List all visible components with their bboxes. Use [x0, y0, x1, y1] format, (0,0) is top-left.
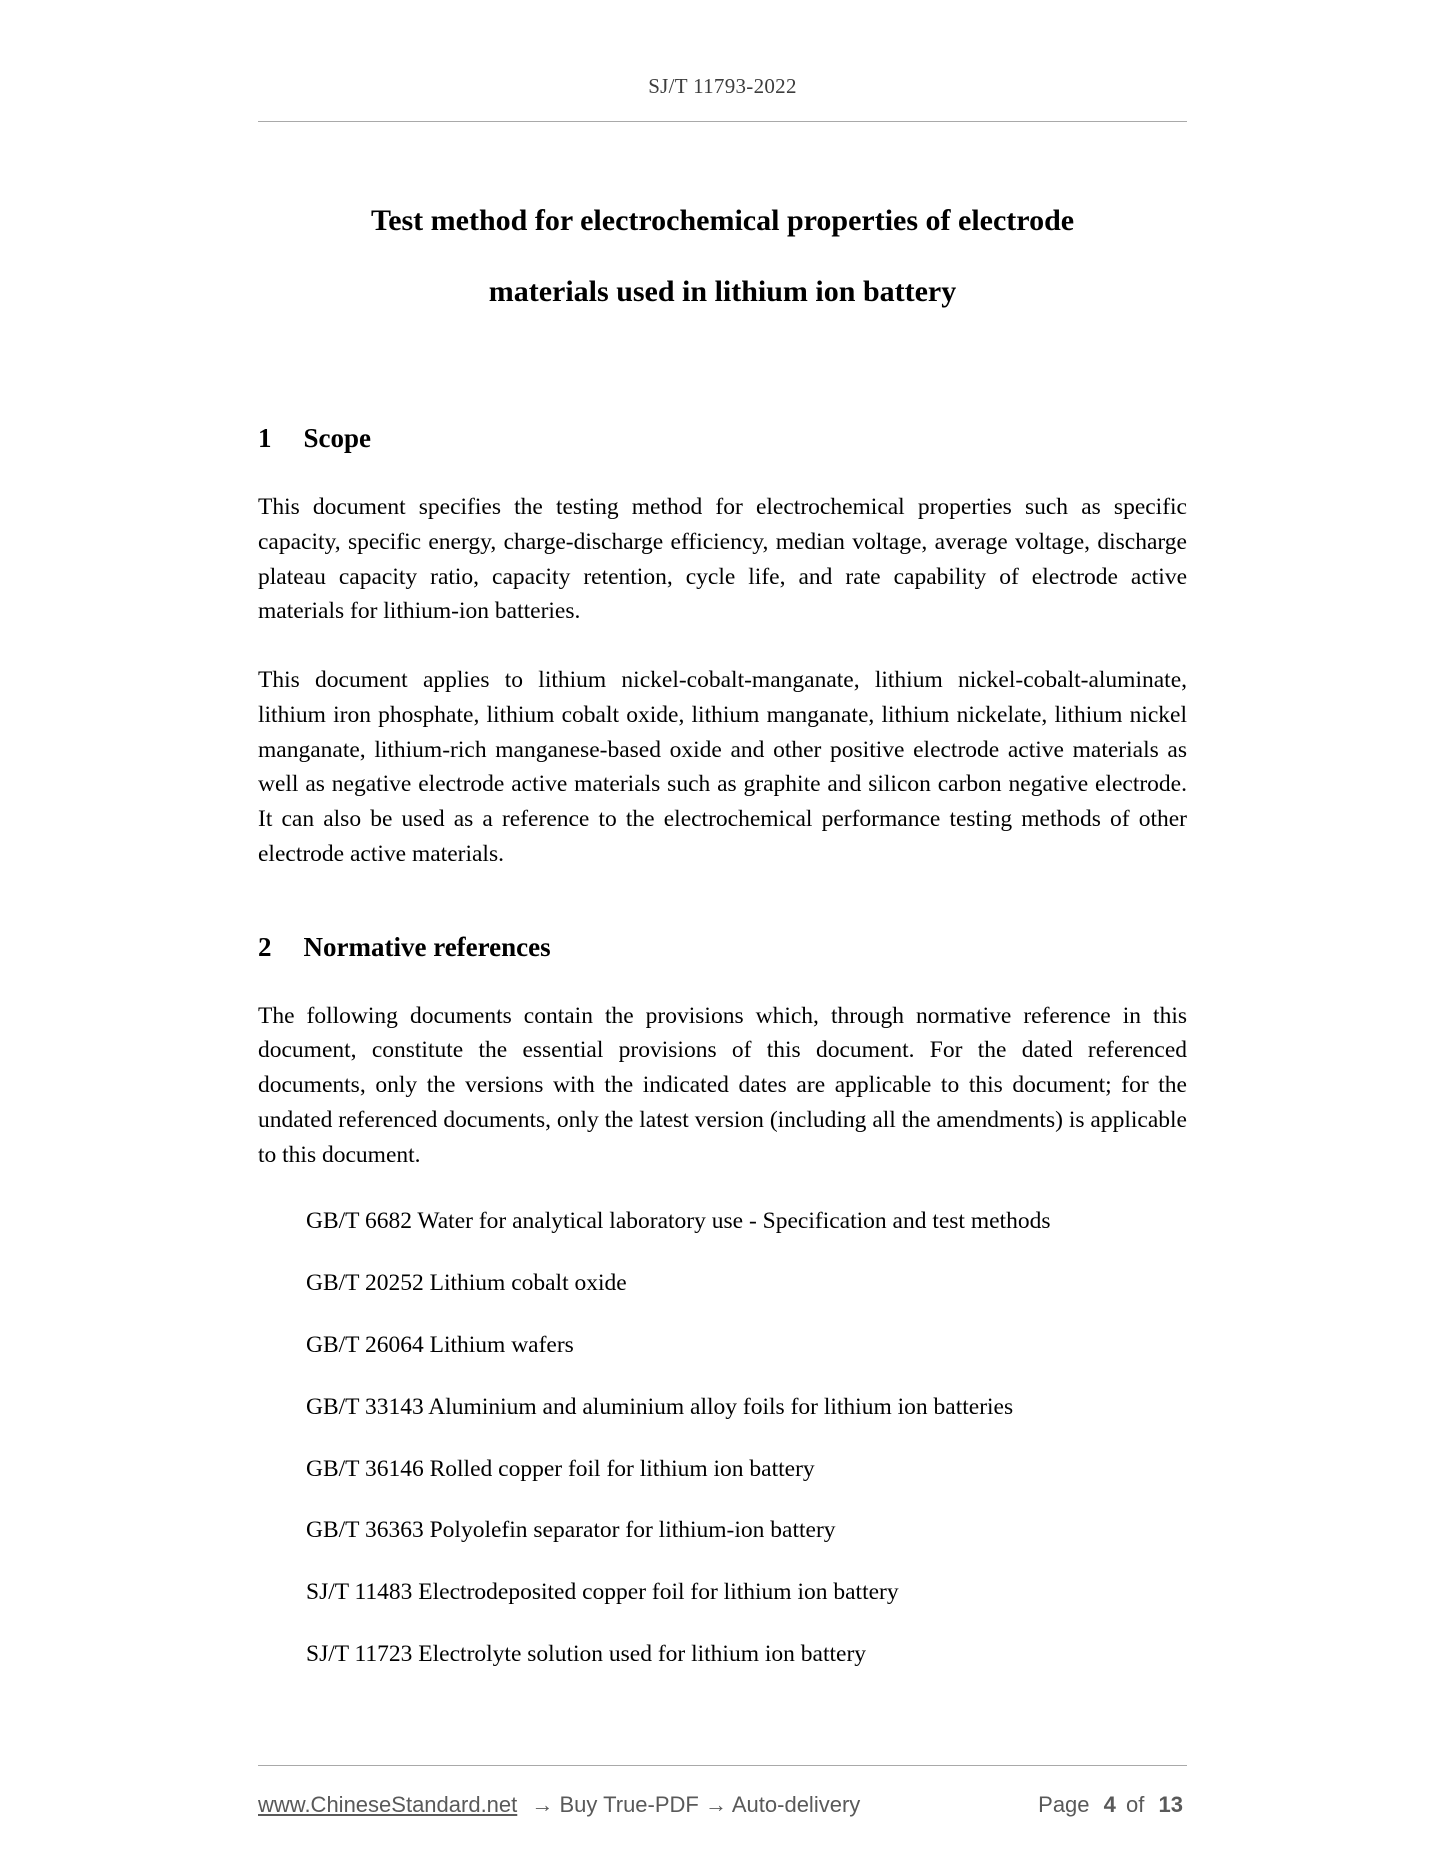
page-indicator: [1038, 1792, 1187, 1818]
header-divider: [258, 121, 1187, 122]
page-footer: [258, 1765, 1187, 1870]
reference-item: SJ/T 11483 Electrodeposited copper foil for lithium ion battery: [306, 1579, 899, 1606]
section-number: 1: [258, 423, 272, 453]
section-title: Normative references: [303, 931, 551, 962]
references-list: [258, 1204, 1187, 1671]
of-label: of: [1126, 1792, 1145, 1817]
scope-paragraph-1: This document specifies the testing method for electrochemical properties such as specific capacity, specific energy, charge-discharge efficiency, median voltage, average voltage, discharge plateau capacity ratio, capacity retention, cycle life, and rate capability of electrode active materials for lithium-ion batteries.: [258, 494, 1187, 625]
document-body: [258, 186, 1187, 1672]
total-pages: 13: [1158, 1792, 1183, 1817]
current-page: 4: [1103, 1792, 1116, 1817]
section-title: Scope: [303, 423, 371, 453]
reference-item: SJ/T 11723 Electrolyte solution used for lithium ion battery: [306, 1640, 867, 1667]
footer-left: [258, 1792, 860, 1818]
refs-intro-paragraph: The following documents contain the provisions which, through normative reference in this document, constitute the essential provisions of this document. For the dated referenced documents, only the versions with the indicated dates are applicable to this document; for the undated referenced documents, only the latest version (including all the amendments) is applicable to this document.: [258, 1002, 1187, 1168]
reference-item: GB/T 6682 Water for analytical laboratory use - Specification and test methods: [306, 1208, 1051, 1235]
reference-item: GB/T 36363 Polyolefin separator for lithium-ion battery: [306, 1517, 836, 1544]
section-refs-heading: [258, 932, 1187, 963]
document-number: SJ/T 11793-2022: [648, 74, 797, 98]
section-scope: [258, 423, 1187, 872]
title-line-2: materials used in lithium ion battery: [488, 274, 957, 308]
reference-item: GB/T 20252 Lithium cobalt oxide: [306, 1270, 627, 1297]
document-title: [258, 186, 1187, 327]
title-line-1: Test method for electrochemical properties of electrode: [370, 204, 1075, 237]
scope-paragraph-2: This document applies to lithium nickel-cobalt-manganate, lithium nickel-cobalt-aluminate, lithium iron phosphate, lithium cobalt oxide, lithium manganate, lithium nickelate, lithium nickel manganate, lithium-rich manganese-based oxide and other positive electrode active materials as well as negative electrode active materials such as graphite and silicon carbon negative electrode. It can also be used as a reference to the electrochemical performance testing methods of other electrode active materials.: [258, 667, 1187, 867]
reference-item: GB/T 26064 Lithium wafers: [306, 1332, 574, 1359]
page-label: Page: [1038, 1792, 1090, 1817]
site-link[interactable]: www.ChineseStandard.net: [258, 1792, 518, 1817]
reference-item: GB/T 33143 Aluminium and aluminium alloy foils for lithium ion batteries: [306, 1393, 1014, 1420]
footer-tagline: → Buy True-PDF → Auto-delivery: [531, 1792, 861, 1817]
section-scope-heading: [258, 423, 1187, 454]
section-number: 2: [258, 931, 272, 962]
reference-item: GB/T 36146 Rolled copper foil for lithium ion battery: [306, 1455, 815, 1482]
page-header: [0, 0, 1445, 122]
section-normative-references: [258, 932, 1187, 1672]
